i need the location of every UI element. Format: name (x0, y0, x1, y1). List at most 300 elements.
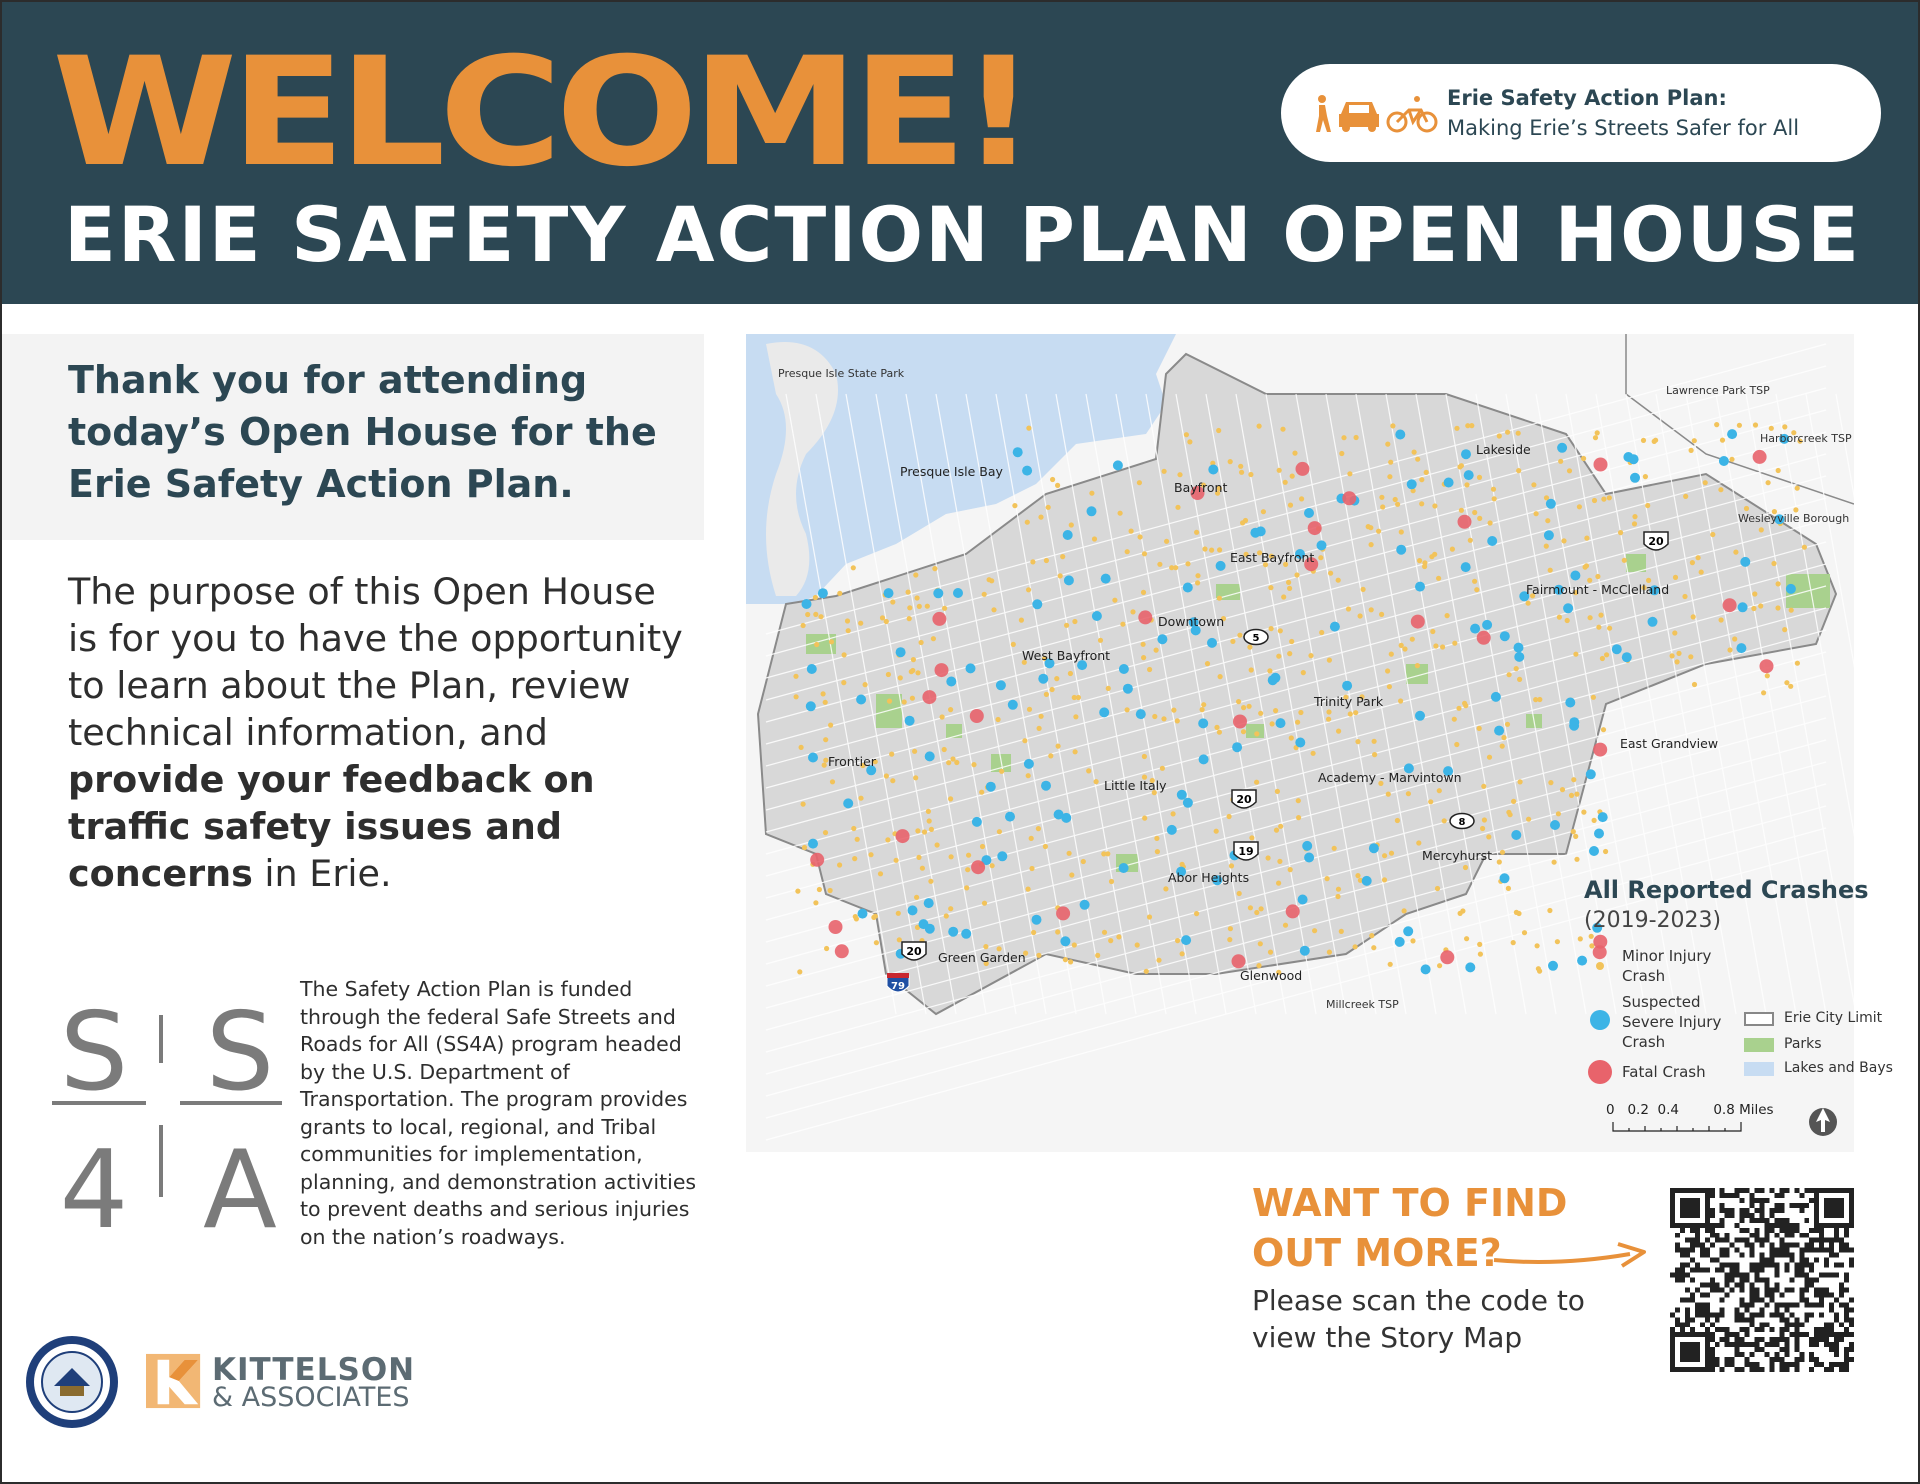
fatal-crash-marker (971, 860, 985, 874)
minor-crash-marker (1044, 558, 1049, 563)
minor-crash-marker (1601, 727, 1606, 732)
severe-crash-marker (1199, 754, 1209, 764)
minor-crash-marker (1175, 938, 1180, 943)
minor-crash-marker (1160, 766, 1165, 771)
minor-crash-marker (1758, 603, 1763, 608)
minor-crash-marker (1591, 695, 1596, 700)
severe-crash-marker (1494, 726, 1504, 736)
minor-crash-marker (1386, 792, 1391, 797)
minor-crash-marker (889, 752, 894, 757)
minor-crash-marker (948, 707, 953, 712)
minor-crash-marker (1142, 816, 1147, 821)
severe-crash-marker (1342, 681, 1352, 691)
minor-crash-marker (1288, 503, 1293, 508)
fatal-crash-marker (1342, 491, 1356, 505)
minor-crash-marker (1596, 625, 1601, 630)
severe-crash-marker (1648, 617, 1658, 627)
severe-crash-marker (1099, 707, 1109, 717)
minor-crash-marker (1497, 859, 1502, 864)
legend-city-label: Erie City Limit (1784, 1010, 1883, 1026)
severe-crash-marker (1736, 643, 1746, 653)
severe-crash-marker (1207, 638, 1217, 648)
minor-crash-marker (913, 572, 918, 577)
header-banner (2, 2, 1918, 304)
minor-crash-marker (823, 830, 828, 835)
minor-crash-marker (1147, 914, 1152, 919)
severe-crash-marker (1557, 443, 1567, 453)
minor-crash-marker (1157, 562, 1162, 567)
minor-crash-marker (1125, 707, 1130, 712)
minor-crash-marker (1552, 860, 1557, 865)
minor-crash-marker (1505, 722, 1510, 727)
minor-crash-marker (1795, 486, 1800, 491)
minor-crash-marker (915, 595, 920, 600)
minor-crash-marker (1753, 422, 1758, 427)
minor-crash-marker (1415, 663, 1420, 668)
minor-crash-marker (1286, 580, 1291, 585)
severe-crash-marker (1415, 711, 1425, 721)
severe-crash-marker (1500, 631, 1510, 641)
minor-crash-marker (948, 796, 953, 801)
minor-crash-marker (1125, 549, 1130, 554)
severe-crash-marker (1740, 557, 1750, 567)
severe-crash-marker (1157, 634, 1167, 644)
north-arrow-icon (1808, 1100, 1838, 1140)
minor-crash-marker (797, 969, 802, 974)
severe-crash-marker (1546, 499, 1556, 509)
purpose-paragraph (68, 568, 688, 897)
minor-crash-marker (1769, 426, 1774, 431)
fatal-crash-marker (970, 709, 984, 723)
severe-crash-marker (1565, 698, 1575, 708)
minor-crash-marker (910, 668, 915, 673)
minor-crash-marker (971, 762, 976, 767)
minor-crash-marker (949, 854, 954, 859)
minor-crash-marker (1500, 850, 1505, 855)
minor-crash-marker (1276, 881, 1281, 886)
severe-crash-marker (1786, 584, 1796, 594)
minor-crash-marker (1368, 525, 1373, 530)
legend-minor-label: Minor Injury Crash (1622, 947, 1712, 985)
minor-crash-marker (1595, 574, 1600, 579)
minor-crash-marker (1171, 811, 1176, 816)
minor-crash-marker (1410, 938, 1415, 943)
severe-crash-marker (1514, 643, 1524, 653)
minor-crash-marker (1361, 587, 1366, 592)
minor-crash-marker (1492, 496, 1497, 501)
minor-crash-marker (1410, 637, 1415, 642)
minor-crash-marker (853, 914, 858, 919)
minor-crash-marker (1216, 428, 1221, 433)
map-label-academy: Academy - Marvintown (1318, 770, 1462, 785)
map-label-little-italy: Little Italy (1104, 778, 1167, 793)
minor-crash-marker (1581, 456, 1586, 461)
minor-crash-marker (1202, 546, 1207, 551)
minor-crash-marker (1325, 876, 1330, 881)
severe-crash-marker (1060, 936, 1070, 946)
pa-8-shield-label: 8 (1458, 817, 1466, 828)
map-label-millcreek: Millcreek TSP (1326, 998, 1399, 1011)
minor-crash-marker (1465, 423, 1470, 428)
minor-crash-marker (917, 604, 922, 609)
severe-crash-marker (1403, 926, 1413, 936)
minor-crash-marker (871, 915, 876, 920)
minor-crash-marker (868, 852, 873, 857)
minor-crash-marker (1437, 963, 1442, 968)
minor-crash-marker (1688, 654, 1693, 659)
minor-crash-marker (1029, 866, 1034, 871)
minor-crash-marker (1607, 626, 1612, 631)
minor-crash-marker (1120, 622, 1125, 627)
severe-crash-marker (818, 588, 828, 598)
purpose-end-text: in Erie. (252, 852, 392, 895)
minor-crash-marker (1673, 575, 1678, 580)
minor-crash-marker (802, 845, 807, 850)
minor-crash-marker (1477, 516, 1482, 521)
minor-crash-marker (916, 855, 921, 860)
minor-crash-marker (1600, 656, 1605, 661)
minor-crash-marker (1326, 717, 1331, 722)
minor-crash-marker (940, 714, 945, 719)
minor-crash-marker (1228, 459, 1233, 464)
page-title: ERIE SAFETY ACTION PLAN OPEN HOUSE (64, 190, 1862, 279)
minor-crash-marker (1068, 959, 1073, 964)
severe-crash-marker (1444, 478, 1454, 488)
minor-crash-marker (1227, 814, 1232, 819)
minor-crash-marker (817, 887, 822, 892)
minor-crash-marker (1137, 480, 1142, 485)
purpose-text: The purpose of this Open House is for you to have the opportunity to learn about the Plan, review technical information, and (68, 570, 683, 754)
map-label-lakeside: Lakeside (1476, 442, 1531, 457)
severe-crash-marker (1369, 843, 1379, 853)
minor-crash-marker (1604, 652, 1609, 657)
minor-crash-marker (1194, 530, 1199, 535)
minor-crash-marker (1672, 630, 1677, 635)
minor-crash-marker (1548, 780, 1553, 785)
minor-crash-marker (1598, 613, 1603, 618)
minor-crash-marker (1682, 594, 1687, 599)
minor-crash-marker (1402, 646, 1407, 651)
minor-crash-marker (1518, 779, 1523, 784)
minor-crash-marker (1141, 590, 1146, 595)
minor-crash-marker (1556, 811, 1561, 816)
minor-crash-marker (1511, 940, 1516, 945)
minor-crash-marker (1184, 432, 1189, 437)
legend-parks-swatch (1744, 1038, 1774, 1052)
severe-crash-marker (1250, 528, 1260, 538)
minor-crash-marker (1645, 503, 1650, 508)
severe-crash-marker (1101, 574, 1111, 584)
minor-crash-marker (1194, 911, 1199, 916)
minor-crash-marker (1073, 749, 1078, 754)
minor-crash-marker (1072, 695, 1077, 700)
minor-crash-marker (1511, 799, 1516, 804)
minor-crash-marker (1784, 680, 1789, 685)
minor-crash-marker (1161, 716, 1166, 721)
ss4a-description: The Safety Action Plan is funded through the federal Safe Streets and Roads for All (SS4A) program headed by the U.S. Department of Transportation. The program provides grants to local, regional, and Tribal communities for implementation, planning, and demonstration activities to prevent deaths and serious injuries on the nation’s roadways. (300, 977, 697, 1249)
minor-crash-marker (1442, 818, 1447, 823)
minor-crash-marker (1201, 702, 1206, 707)
qr-code-icon[interactable] (1670, 1188, 1854, 1372)
legend-lakes-swatch (1744, 1062, 1774, 1076)
map-label-east-bayfront: East Bayfront (1230, 550, 1315, 565)
minor-crash-marker (1294, 572, 1299, 577)
minor-crash-marker (1718, 487, 1723, 492)
minor-crash-marker (1607, 495, 1612, 500)
minor-crash-marker (954, 760, 959, 765)
minor-crash-marker (942, 606, 947, 611)
severe-crash-marker (946, 677, 956, 687)
severe-crash-marker (1063, 530, 1073, 540)
minor-crash-marker (1298, 710, 1303, 715)
minor-crash-marker (1055, 483, 1060, 488)
severe-crash-marker (948, 927, 958, 937)
minor-crash-marker (805, 612, 810, 617)
minor-crash-marker (1339, 929, 1344, 934)
severe-crash-marker (996, 680, 1006, 690)
minor-crash-marker (1355, 739, 1360, 744)
minor-crash-marker (1347, 471, 1352, 476)
legend-years: (2019-2023) (1584, 908, 1722, 933)
minor-crash-marker (898, 675, 903, 680)
fatal-crash-marker (1233, 715, 1247, 729)
minor-crash-marker (1547, 908, 1552, 913)
minor-crash-marker (987, 577, 992, 582)
severe-crash-marker (1298, 895, 1308, 905)
severe-crash-marker (808, 753, 818, 763)
minor-crash-marker (965, 867, 970, 872)
minor-crash-marker (1517, 677, 1522, 682)
severe-crash-marker (1177, 790, 1187, 800)
minor-crash-marker (1348, 711, 1353, 716)
ss4a-letter-3: 4 (59, 1128, 129, 1235)
minor-crash-marker (1214, 725, 1219, 730)
minor-crash-marker (1118, 511, 1123, 516)
minor-crash-marker (1301, 670, 1306, 675)
severe-crash-marker (1465, 962, 1475, 972)
minor-crash-marker (1789, 608, 1794, 613)
minor-crash-marker (1318, 555, 1323, 560)
minor-crash-marker (1336, 729, 1341, 734)
minor-crash-marker (1339, 451, 1344, 456)
us-20-shield-label: 20 (1236, 793, 1252, 806)
minor-crash-marker (1296, 798, 1301, 803)
minor-crash-marker (1277, 859, 1282, 864)
minor-crash-marker (828, 888, 833, 893)
minor-crash-marker (1744, 506, 1749, 511)
severe-crash-marker (1544, 530, 1554, 540)
severe-crash-marker (808, 839, 818, 849)
minor-crash-marker (1422, 564, 1427, 569)
severe-crash-marker (933, 588, 943, 598)
minor-crash-marker (1319, 630, 1324, 635)
minor-crash-marker (907, 616, 912, 621)
minor-crash-marker (858, 621, 863, 626)
severe-crash-marker (1087, 506, 1097, 516)
minor-crash-marker (1537, 697, 1542, 702)
minor-crash-marker (1195, 573, 1200, 578)
minor-crash-marker (1296, 815, 1301, 820)
minor-crash-marker (1795, 661, 1800, 666)
minor-crash-marker (946, 760, 951, 765)
legend-fatal-dot (1588, 1060, 1612, 1084)
minor-crash-marker (1164, 539, 1169, 544)
minor-crash-marker (793, 674, 798, 679)
minor-crash-marker (1387, 684, 1392, 689)
minor-crash-marker (799, 745, 804, 750)
severe-crash-marker (1119, 664, 1129, 674)
minor-crash-marker (1229, 863, 1234, 868)
minor-crash-marker (1205, 661, 1210, 666)
minor-crash-marker (1440, 644, 1445, 649)
minor-crash-marker (1560, 787, 1565, 792)
severe-crash-marker (1080, 900, 1090, 910)
severe-crash-marker (1421, 964, 1431, 974)
minor-crash-marker (1379, 495, 1384, 500)
minor-crash-marker (1450, 547, 1455, 552)
fatal-crash-marker (1138, 610, 1152, 624)
minor-crash-marker (1437, 788, 1442, 793)
minor-crash-marker (1703, 480, 1708, 485)
minor-crash-marker (1727, 647, 1732, 652)
minor-crash-marker (1101, 851, 1106, 856)
minor-crash-marker (1714, 422, 1719, 427)
minor-crash-marker (1355, 873, 1360, 878)
minor-crash-marker (1463, 865, 1468, 870)
severe-crash-marker (1362, 876, 1372, 886)
map-label-green-garden: Green Garden (938, 950, 1026, 965)
minor-crash-marker (1782, 627, 1787, 632)
minor-crash-marker (1328, 571, 1333, 576)
minor-crash-marker (858, 796, 863, 801)
severe-crash-marker (1092, 611, 1102, 621)
minor-crash-marker (1019, 618, 1024, 623)
fatal-crash-marker (810, 853, 824, 867)
minor-crash-marker (1155, 849, 1160, 854)
badge-subtitle: Making Erie’s Streets Safer for All (1447, 116, 1800, 140)
minor-crash-marker (1526, 601, 1531, 606)
minor-crash-marker (1445, 613, 1450, 618)
minor-crash-marker (1273, 708, 1278, 713)
minor-crash-marker (1312, 928, 1317, 933)
minor-crash-marker (1632, 514, 1637, 519)
minor-crash-marker (1435, 886, 1440, 891)
minor-crash-marker (1416, 840, 1421, 845)
minor-crash-marker (1516, 431, 1521, 436)
severe-crash-marker (1548, 961, 1558, 971)
minor-crash-marker (1030, 559, 1035, 564)
minor-crash-marker (1295, 720, 1300, 725)
legend-title: All Reported Crashes (1584, 876, 1869, 904)
minor-crash-marker (1376, 529, 1381, 534)
minor-crash-marker (1477, 475, 1482, 480)
purpose-bold-text: provide your feedback on traffic safety issues and concerns (68, 758, 595, 895)
minor-crash-marker (1254, 910, 1259, 915)
minor-crash-marker (1419, 477, 1424, 482)
minor-crash-marker (887, 699, 892, 704)
minor-crash-marker (1652, 439, 1657, 444)
ss4a-letter-2: S (205, 990, 275, 1115)
minor-crash-marker (1135, 942, 1140, 947)
minor-crash-marker (1388, 460, 1393, 465)
minor-crash-marker (885, 837, 890, 842)
minor-crash-marker (1574, 792, 1579, 797)
minor-crash-marker (1326, 709, 1331, 714)
severe-crash-marker (1183, 798, 1193, 808)
minor-crash-marker (1506, 886, 1511, 891)
minor-crash-marker (1545, 518, 1550, 523)
minor-crash-marker (1092, 536, 1097, 541)
minor-crash-marker (1752, 591, 1757, 596)
minor-crash-marker (884, 619, 889, 624)
severe-crash-marker (1198, 718, 1208, 728)
legend-parks-label: Parks (1784, 1036, 1822, 1052)
minor-crash-marker (1569, 793, 1574, 798)
minor-crash-marker (1346, 606, 1351, 611)
minor-crash-marker (1472, 510, 1477, 515)
minor-crash-marker (1578, 936, 1583, 941)
map-label-presque-bay: Presque Isle Bay (900, 464, 1003, 479)
minor-crash-marker (1454, 742, 1459, 747)
map-label-wesleyville: Wesleyville Borough (1738, 512, 1850, 525)
minor-crash-marker (1428, 799, 1433, 804)
minor-crash-marker (1106, 686, 1111, 691)
minor-crash-marker (1026, 773, 1031, 778)
minor-crash-marker (1173, 565, 1178, 570)
severe-crash-marker (1563, 603, 1573, 613)
severe-crash-marker (1183, 583, 1193, 593)
welcome-heading: WELCOME! (52, 26, 1031, 200)
fatal-crash-marker (1056, 906, 1070, 920)
minor-crash-marker (1038, 515, 1043, 520)
minor-crash-marker (1026, 587, 1031, 592)
fatal-crash-marker (922, 690, 936, 704)
minor-crash-marker (1228, 926, 1233, 931)
minor-crash-marker (1022, 738, 1027, 743)
severe-crash-marker (1570, 571, 1580, 581)
minor-crash-marker (1283, 480, 1288, 485)
severe-crash-marker (1113, 460, 1123, 470)
severe-crash-marker (1295, 738, 1305, 748)
minor-crash-marker (1592, 818, 1597, 823)
minor-crash-marker (902, 699, 907, 704)
minor-crash-marker (1227, 937, 1232, 942)
minor-crash-marker (1491, 487, 1496, 492)
minor-crash-marker (1478, 952, 1483, 957)
minor-crash-marker (1380, 504, 1385, 509)
minor-crash-marker (884, 773, 889, 778)
minor-crash-marker (1574, 857, 1579, 862)
minor-crash-marker (1240, 520, 1245, 525)
minor-crash-marker (1593, 435, 1598, 440)
minor-crash-marker (1676, 651, 1681, 656)
minor-crash-marker (828, 723, 833, 728)
minor-crash-marker (1064, 623, 1069, 628)
minor-crash-marker (1419, 501, 1424, 506)
minor-crash-marker (1054, 676, 1059, 681)
minor-crash-marker (1336, 887, 1341, 892)
minor-crash-marker (1561, 538, 1566, 543)
minor-crash-marker (822, 763, 827, 768)
minor-crash-marker (1776, 581, 1781, 586)
minor-crash-marker (1026, 426, 1031, 431)
severe-crash-marker (1461, 562, 1471, 572)
scale-bar-label: 0 0.2 0.4 0.8 Miles (1606, 1102, 1774, 1118)
minor-crash-marker (1094, 779, 1099, 784)
minor-crash-marker (1390, 423, 1395, 428)
minor-crash-marker (1436, 576, 1441, 581)
minor-crash-marker (1237, 891, 1242, 896)
